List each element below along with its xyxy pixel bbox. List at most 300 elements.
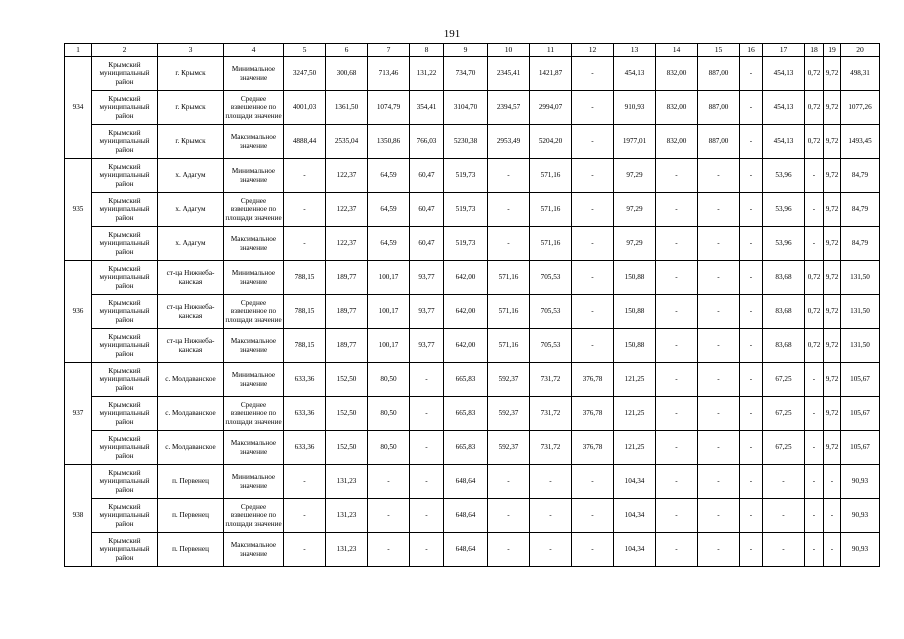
table-cell: - <box>740 261 763 295</box>
table-cell: 1493,45 <box>841 125 880 159</box>
table-cell: 0,72 <box>805 125 824 159</box>
table-cell: 454,13 <box>614 57 656 91</box>
table-cell: 832,00 <box>656 91 698 125</box>
table-cell: - <box>698 159 740 193</box>
table-cell: 131,23 <box>326 533 368 567</box>
table-cell: 122,37 <box>326 227 368 261</box>
table-row <box>65 363 880 397</box>
table-cell: 705,53 <box>530 261 572 295</box>
table-cell: п. Первенец <box>158 499 224 533</box>
table-row <box>65 57 880 91</box>
table-cell: - <box>698 193 740 227</box>
table-cell: х. Адагум <box>158 227 224 261</box>
column-header: 14 <box>656 44 698 57</box>
table-cell: - <box>656 499 698 533</box>
table-cell: ст-ца Нижнеба-канская <box>158 261 224 295</box>
table-cell: - <box>410 431 444 465</box>
column-header: 15 <box>698 44 740 57</box>
table-cell: - <box>284 499 326 533</box>
table-cell: Среднее взвешенное по площади значение <box>224 193 284 227</box>
table-cell: - <box>284 193 326 227</box>
table-cell: п. Первенец <box>158 533 224 567</box>
table-cell: 4001,03 <box>284 91 326 125</box>
table-cell: 887,00 <box>698 57 740 91</box>
table-cell: 60,47 <box>410 227 444 261</box>
table-cell: 571,16 <box>530 227 572 261</box>
table-cell: - <box>656 227 698 261</box>
table-cell: - <box>410 499 444 533</box>
table-cell: - <box>805 363 824 397</box>
table-cell: - <box>698 465 740 499</box>
table-cell: Максимальное значение <box>224 227 284 261</box>
table-cell: 665,83 <box>444 363 488 397</box>
table-cell: Среднее взвешенное по площади значение <box>224 397 284 431</box>
table-cell: 788,15 <box>284 261 326 295</box>
table-cell: 97,29 <box>614 227 656 261</box>
table-cell: - <box>698 431 740 465</box>
table-cell: 60,47 <box>410 159 444 193</box>
table-cell: 131,50 <box>841 261 880 295</box>
table-row <box>65 499 880 533</box>
table-cell: - <box>740 193 763 227</box>
table-cell: 64,59 <box>368 227 410 261</box>
table-row <box>65 91 880 125</box>
table-cell: 122,37 <box>326 159 368 193</box>
table-cell: 642,00 <box>444 329 488 363</box>
table-cell: 1350,86 <box>368 125 410 159</box>
table-cell: 152,50 <box>326 431 368 465</box>
table-cell: 104,34 <box>614 533 656 567</box>
table-row <box>65 465 880 499</box>
table-cell: 131,23 <box>326 465 368 499</box>
table-cell: 131,23 <box>326 499 368 533</box>
table-row <box>65 397 880 431</box>
column-header: 20 <box>841 44 880 57</box>
table-cell: 0,72 <box>805 329 824 363</box>
table-cell: 0,72 <box>805 91 824 125</box>
table-cell: 97,29 <box>614 193 656 227</box>
table-cell: Крымский муниципальный район <box>92 91 158 125</box>
table-cell: 731,72 <box>530 397 572 431</box>
table-cell: - <box>740 397 763 431</box>
table-cell: 60,47 <box>410 193 444 227</box>
table-cell: 9,72 <box>824 329 841 363</box>
row-number-cell: 934 <box>65 57 92 159</box>
table-cell: с. Молдаванское <box>158 363 224 397</box>
table-cell: г. Крымск <box>158 125 224 159</box>
column-header: 11 <box>530 44 572 57</box>
column-header: 2 <box>92 44 158 57</box>
table-cell: - <box>410 465 444 499</box>
table-cell: 592,37 <box>488 363 530 397</box>
table-cell: 2345,41 <box>488 57 530 91</box>
table-cell: - <box>763 533 805 567</box>
table-cell: Максимальное значение <box>224 329 284 363</box>
table-cell: 80,50 <box>368 397 410 431</box>
table-cell: - <box>488 499 530 533</box>
table-cell: - <box>805 193 824 227</box>
table-cell: Среднее взвешенное по площади значение <box>224 499 284 533</box>
table-cell: - <box>740 57 763 91</box>
table-cell: 910,93 <box>614 91 656 125</box>
table-cell: 5204,20 <box>530 125 572 159</box>
table-cell: 9,72 <box>824 261 841 295</box>
table-cell: 104,34 <box>614 465 656 499</box>
table-cell: - <box>284 465 326 499</box>
table-cell: Среднее взвешенное по площади значение <box>224 91 284 125</box>
table-cell: - <box>740 125 763 159</box>
table-cell: 498,31 <box>841 57 880 91</box>
table-row <box>65 227 880 261</box>
table-cell: 9,72 <box>824 431 841 465</box>
column-header: 4 <box>224 44 284 57</box>
table-cell: - <box>572 295 614 329</box>
table-cell: 832,00 <box>656 125 698 159</box>
table-cell: 1074,79 <box>368 91 410 125</box>
table-cell: - <box>572 227 614 261</box>
table-cell: - <box>572 499 614 533</box>
table-cell: - <box>805 227 824 261</box>
table-cell: 64,59 <box>368 159 410 193</box>
table-cell: Крымский муниципальный район <box>92 329 158 363</box>
table-cell: 121,25 <box>614 363 656 397</box>
table-cell: 131,50 <box>841 329 880 363</box>
table-cell: Максимальное значение <box>224 125 284 159</box>
table-cell: - <box>572 193 614 227</box>
column-header: 3 <box>158 44 224 57</box>
table-cell: - <box>368 465 410 499</box>
table-cell: Крымский муниципальный район <box>92 533 158 567</box>
table-cell: 376,78 <box>572 431 614 465</box>
table-cell: Среднее взвешенное по площади значение <box>224 295 284 329</box>
table-cell: 80,50 <box>368 363 410 397</box>
table-cell: Крымский муниципальный район <box>92 159 158 193</box>
table-cell: - <box>698 295 740 329</box>
table-cell: х. Адагум <box>158 159 224 193</box>
table-cell: 67,25 <box>763 431 805 465</box>
table-cell: ст-ца Нижнеба-канская <box>158 329 224 363</box>
column-header: 6 <box>326 44 368 57</box>
table-cell: 571,16 <box>530 159 572 193</box>
table-cell: 53,96 <box>763 193 805 227</box>
table-cell: - <box>824 499 841 533</box>
table-cell: Максимальное значение <box>224 533 284 567</box>
table-cell: Крымский муниципальный район <box>92 57 158 91</box>
table-cell: 788,15 <box>284 329 326 363</box>
table-cell: - <box>284 159 326 193</box>
column-header: 17 <box>763 44 805 57</box>
table-cell: - <box>763 465 805 499</box>
table-cell: 121,25 <box>614 397 656 431</box>
table-cell: - <box>740 431 763 465</box>
table-cell: - <box>656 533 698 567</box>
table-cell: 519,73 <box>444 227 488 261</box>
table-cell: 4888,44 <box>284 125 326 159</box>
table-cell: Минимальное значение <box>224 363 284 397</box>
table-cell: - <box>572 125 614 159</box>
table-cell: 150,88 <box>614 329 656 363</box>
table-cell: 121,25 <box>614 431 656 465</box>
table-cell: - <box>805 397 824 431</box>
table-cell: 887,00 <box>698 125 740 159</box>
table-cell: 887,00 <box>698 91 740 125</box>
table-cell: Крымский муниципальный район <box>92 193 158 227</box>
table-cell: 84,79 <box>841 227 880 261</box>
table-cell: 571,16 <box>488 261 530 295</box>
column-header: 10 <box>488 44 530 57</box>
table-cell: 642,00 <box>444 261 488 295</box>
table-cell: - <box>656 159 698 193</box>
table-cell: п. Первенец <box>158 465 224 499</box>
table-cell: 67,25 <box>763 397 805 431</box>
table-cell: 454,13 <box>763 125 805 159</box>
table-cell: - <box>284 533 326 567</box>
table-cell: 83,68 <box>763 329 805 363</box>
table-cell: Крымский муниципальный район <box>92 125 158 159</box>
table-cell: 152,50 <box>326 397 368 431</box>
table-cell: - <box>763 499 805 533</box>
table-cell: 100,17 <box>368 295 410 329</box>
table-cell: - <box>698 261 740 295</box>
table-cell: - <box>740 499 763 533</box>
table-cell: 105,67 <box>841 363 880 397</box>
column-header: 16 <box>740 44 763 57</box>
row-number-cell: 936 <box>65 261 92 363</box>
table-cell: с. Молдаванское <box>158 397 224 431</box>
table-cell: 9,72 <box>824 125 841 159</box>
table-row <box>65 125 880 159</box>
table-cell: 64,59 <box>368 193 410 227</box>
column-header: 12 <box>572 44 614 57</box>
table-cell: 9,72 <box>824 91 841 125</box>
table-cell: - <box>805 499 824 533</box>
table-cell: - <box>805 533 824 567</box>
table-cell: х. Адагум <box>158 193 224 227</box>
table-cell: 354,41 <box>410 91 444 125</box>
table-cell: 766,03 <box>410 125 444 159</box>
table-cell: Максимальное значение <box>224 431 284 465</box>
table-cell: 150,88 <box>614 261 656 295</box>
table-cell: 83,68 <box>763 261 805 295</box>
table-cell: 648,64 <box>444 533 488 567</box>
table-cell: 9,72 <box>824 159 841 193</box>
table-cell: 100,17 <box>368 261 410 295</box>
table-cell: Крымский муниципальный район <box>92 227 158 261</box>
table-cell: - <box>824 465 841 499</box>
column-header: 13 <box>614 44 656 57</box>
table-cell: Минимальное значение <box>224 159 284 193</box>
table-cell: 376,78 <box>572 363 614 397</box>
table-cell: 0,72 <box>805 57 824 91</box>
table-cell: 705,53 <box>530 329 572 363</box>
table-cell: 2394,57 <box>488 91 530 125</box>
table-cell: 189,77 <box>326 295 368 329</box>
table-cell: - <box>410 363 444 397</box>
table-cell: - <box>530 533 572 567</box>
table-cell: - <box>572 261 614 295</box>
table-cell: г. Крымск <box>158 57 224 91</box>
table-cell: - <box>740 363 763 397</box>
table-cell: 633,36 <box>284 431 326 465</box>
table-cell: - <box>488 227 530 261</box>
table-cell: 1977,01 <box>614 125 656 159</box>
table-cell: - <box>656 193 698 227</box>
table-cell: Минимальное значение <box>224 261 284 295</box>
table-cell: 90,93 <box>841 533 880 567</box>
table-cell: 189,77 <box>326 261 368 295</box>
table-cell: 788,15 <box>284 295 326 329</box>
table-cell: 3104,70 <box>444 91 488 125</box>
table-cell: - <box>656 397 698 431</box>
table-cell: 84,79 <box>841 193 880 227</box>
table-cell: 648,64 <box>444 499 488 533</box>
table-cell: - <box>740 533 763 567</box>
table-cell: 454,13 <box>763 57 805 91</box>
table-cell: - <box>572 465 614 499</box>
table-cell: 90,93 <box>841 499 880 533</box>
table-cell: Крымский муниципальный район <box>92 363 158 397</box>
table-cell: Крымский муниципальный район <box>92 261 158 295</box>
table-cell: 642,00 <box>444 295 488 329</box>
header-row <box>65 44 880 57</box>
table-cell: 104,34 <box>614 499 656 533</box>
table-cell: 131,50 <box>841 295 880 329</box>
table-cell: 1361,50 <box>326 91 368 125</box>
table-cell: 1077,26 <box>841 91 880 125</box>
table-cell: 131,22 <box>410 57 444 91</box>
table-cell: 93,77 <box>410 261 444 295</box>
table-cell: - <box>530 465 572 499</box>
column-header: 5 <box>284 44 326 57</box>
table-cell: - <box>656 363 698 397</box>
table-row <box>65 193 880 227</box>
table-cell: - <box>656 465 698 499</box>
table-cell: 9,72 <box>824 397 841 431</box>
table-cell: 105,67 <box>841 397 880 431</box>
column-header: 7 <box>368 44 410 57</box>
table-cell: 2535,04 <box>326 125 368 159</box>
table-cell: 5230,38 <box>444 125 488 159</box>
table-cell: - <box>740 91 763 125</box>
table-cell: - <box>698 363 740 397</box>
table-row <box>65 533 880 567</box>
table-cell: - <box>410 397 444 431</box>
table-cell: 67,25 <box>763 363 805 397</box>
table-cell: 519,73 <box>444 193 488 227</box>
table-cell: 633,36 <box>284 363 326 397</box>
table-cell: 2994,07 <box>530 91 572 125</box>
table-cell: 734,70 <box>444 57 488 91</box>
table-cell: - <box>572 533 614 567</box>
table-cell: Крымский муниципальный район <box>92 499 158 533</box>
table-cell: 189,77 <box>326 329 368 363</box>
table-cell: - <box>740 329 763 363</box>
table-cell: - <box>410 533 444 567</box>
table-cell: 150,88 <box>614 295 656 329</box>
table-cell: - <box>805 431 824 465</box>
table-cell: Крымский муниципальный район <box>92 465 158 499</box>
table-row <box>65 329 880 363</box>
table-cell: 97,29 <box>614 159 656 193</box>
table-cell: 592,37 <box>488 397 530 431</box>
table-cell: - <box>698 499 740 533</box>
table-cell: 2953,49 <box>488 125 530 159</box>
table-cell: 1421,87 <box>530 57 572 91</box>
table-cell: 9,72 <box>824 295 841 329</box>
table-cell: - <box>698 533 740 567</box>
table-cell: - <box>572 159 614 193</box>
table-cell: - <box>740 295 763 329</box>
table-cell: 376,78 <box>572 397 614 431</box>
table-cell: 705,53 <box>530 295 572 329</box>
table-cell: Минимальное значение <box>224 57 284 91</box>
table-cell: Крымский муниципальный район <box>92 431 158 465</box>
table-cell: 571,16 <box>488 295 530 329</box>
page-number: 191 <box>443 28 461 40</box>
column-header: 19 <box>824 44 841 57</box>
table-cell: 100,17 <box>368 329 410 363</box>
table-cell: 713,46 <box>368 57 410 91</box>
table-cell: 3247,50 <box>284 57 326 91</box>
table-cell: - <box>284 227 326 261</box>
table-cell: 84,79 <box>841 159 880 193</box>
table-cell: 592,37 <box>488 431 530 465</box>
table-cell: - <box>805 159 824 193</box>
column-header: 1 <box>65 44 92 57</box>
table-cell: 9,72 <box>824 363 841 397</box>
table-cell: 105,67 <box>841 431 880 465</box>
table-cell: - <box>824 533 841 567</box>
table-cell: 122,37 <box>326 193 368 227</box>
table-row <box>65 295 880 329</box>
column-header: 9 <box>444 44 488 57</box>
data-table <box>64 43 880 567</box>
table-cell: - <box>656 431 698 465</box>
table-cell: 571,16 <box>488 329 530 363</box>
column-header: 8 <box>410 44 444 57</box>
table-cell: - <box>572 57 614 91</box>
table-cell: 53,96 <box>763 227 805 261</box>
table-cell: 731,72 <box>530 363 572 397</box>
table-row <box>65 431 880 465</box>
table-cell: 9,72 <box>824 227 841 261</box>
table-cell: - <box>740 159 763 193</box>
table-cell: - <box>488 159 530 193</box>
table-cell: - <box>740 465 763 499</box>
table-cell: 93,77 <box>410 295 444 329</box>
row-number-cell: 938 <box>65 465 92 567</box>
table-cell: с. Молдаванское <box>158 431 224 465</box>
table-cell: - <box>368 499 410 533</box>
table-cell: 648,64 <box>444 465 488 499</box>
table-cell: - <box>656 329 698 363</box>
table-cell: 832,00 <box>656 57 698 91</box>
table-cell: - <box>572 329 614 363</box>
column-header: 18 <box>805 44 824 57</box>
table-cell: - <box>740 227 763 261</box>
table-cell: Крымский муниципальный район <box>92 397 158 431</box>
table-cell: Минимальное значение <box>224 465 284 499</box>
table-cell: 519,73 <box>444 159 488 193</box>
row-number-cell: 937 <box>65 363 92 465</box>
table-cell: 9,72 <box>824 57 841 91</box>
table-cell: - <box>805 465 824 499</box>
table-cell: 454,13 <box>763 91 805 125</box>
table-cell: 300,68 <box>326 57 368 91</box>
table-cell: - <box>656 261 698 295</box>
table-cell: - <box>698 329 740 363</box>
table-cell: 571,16 <box>530 193 572 227</box>
